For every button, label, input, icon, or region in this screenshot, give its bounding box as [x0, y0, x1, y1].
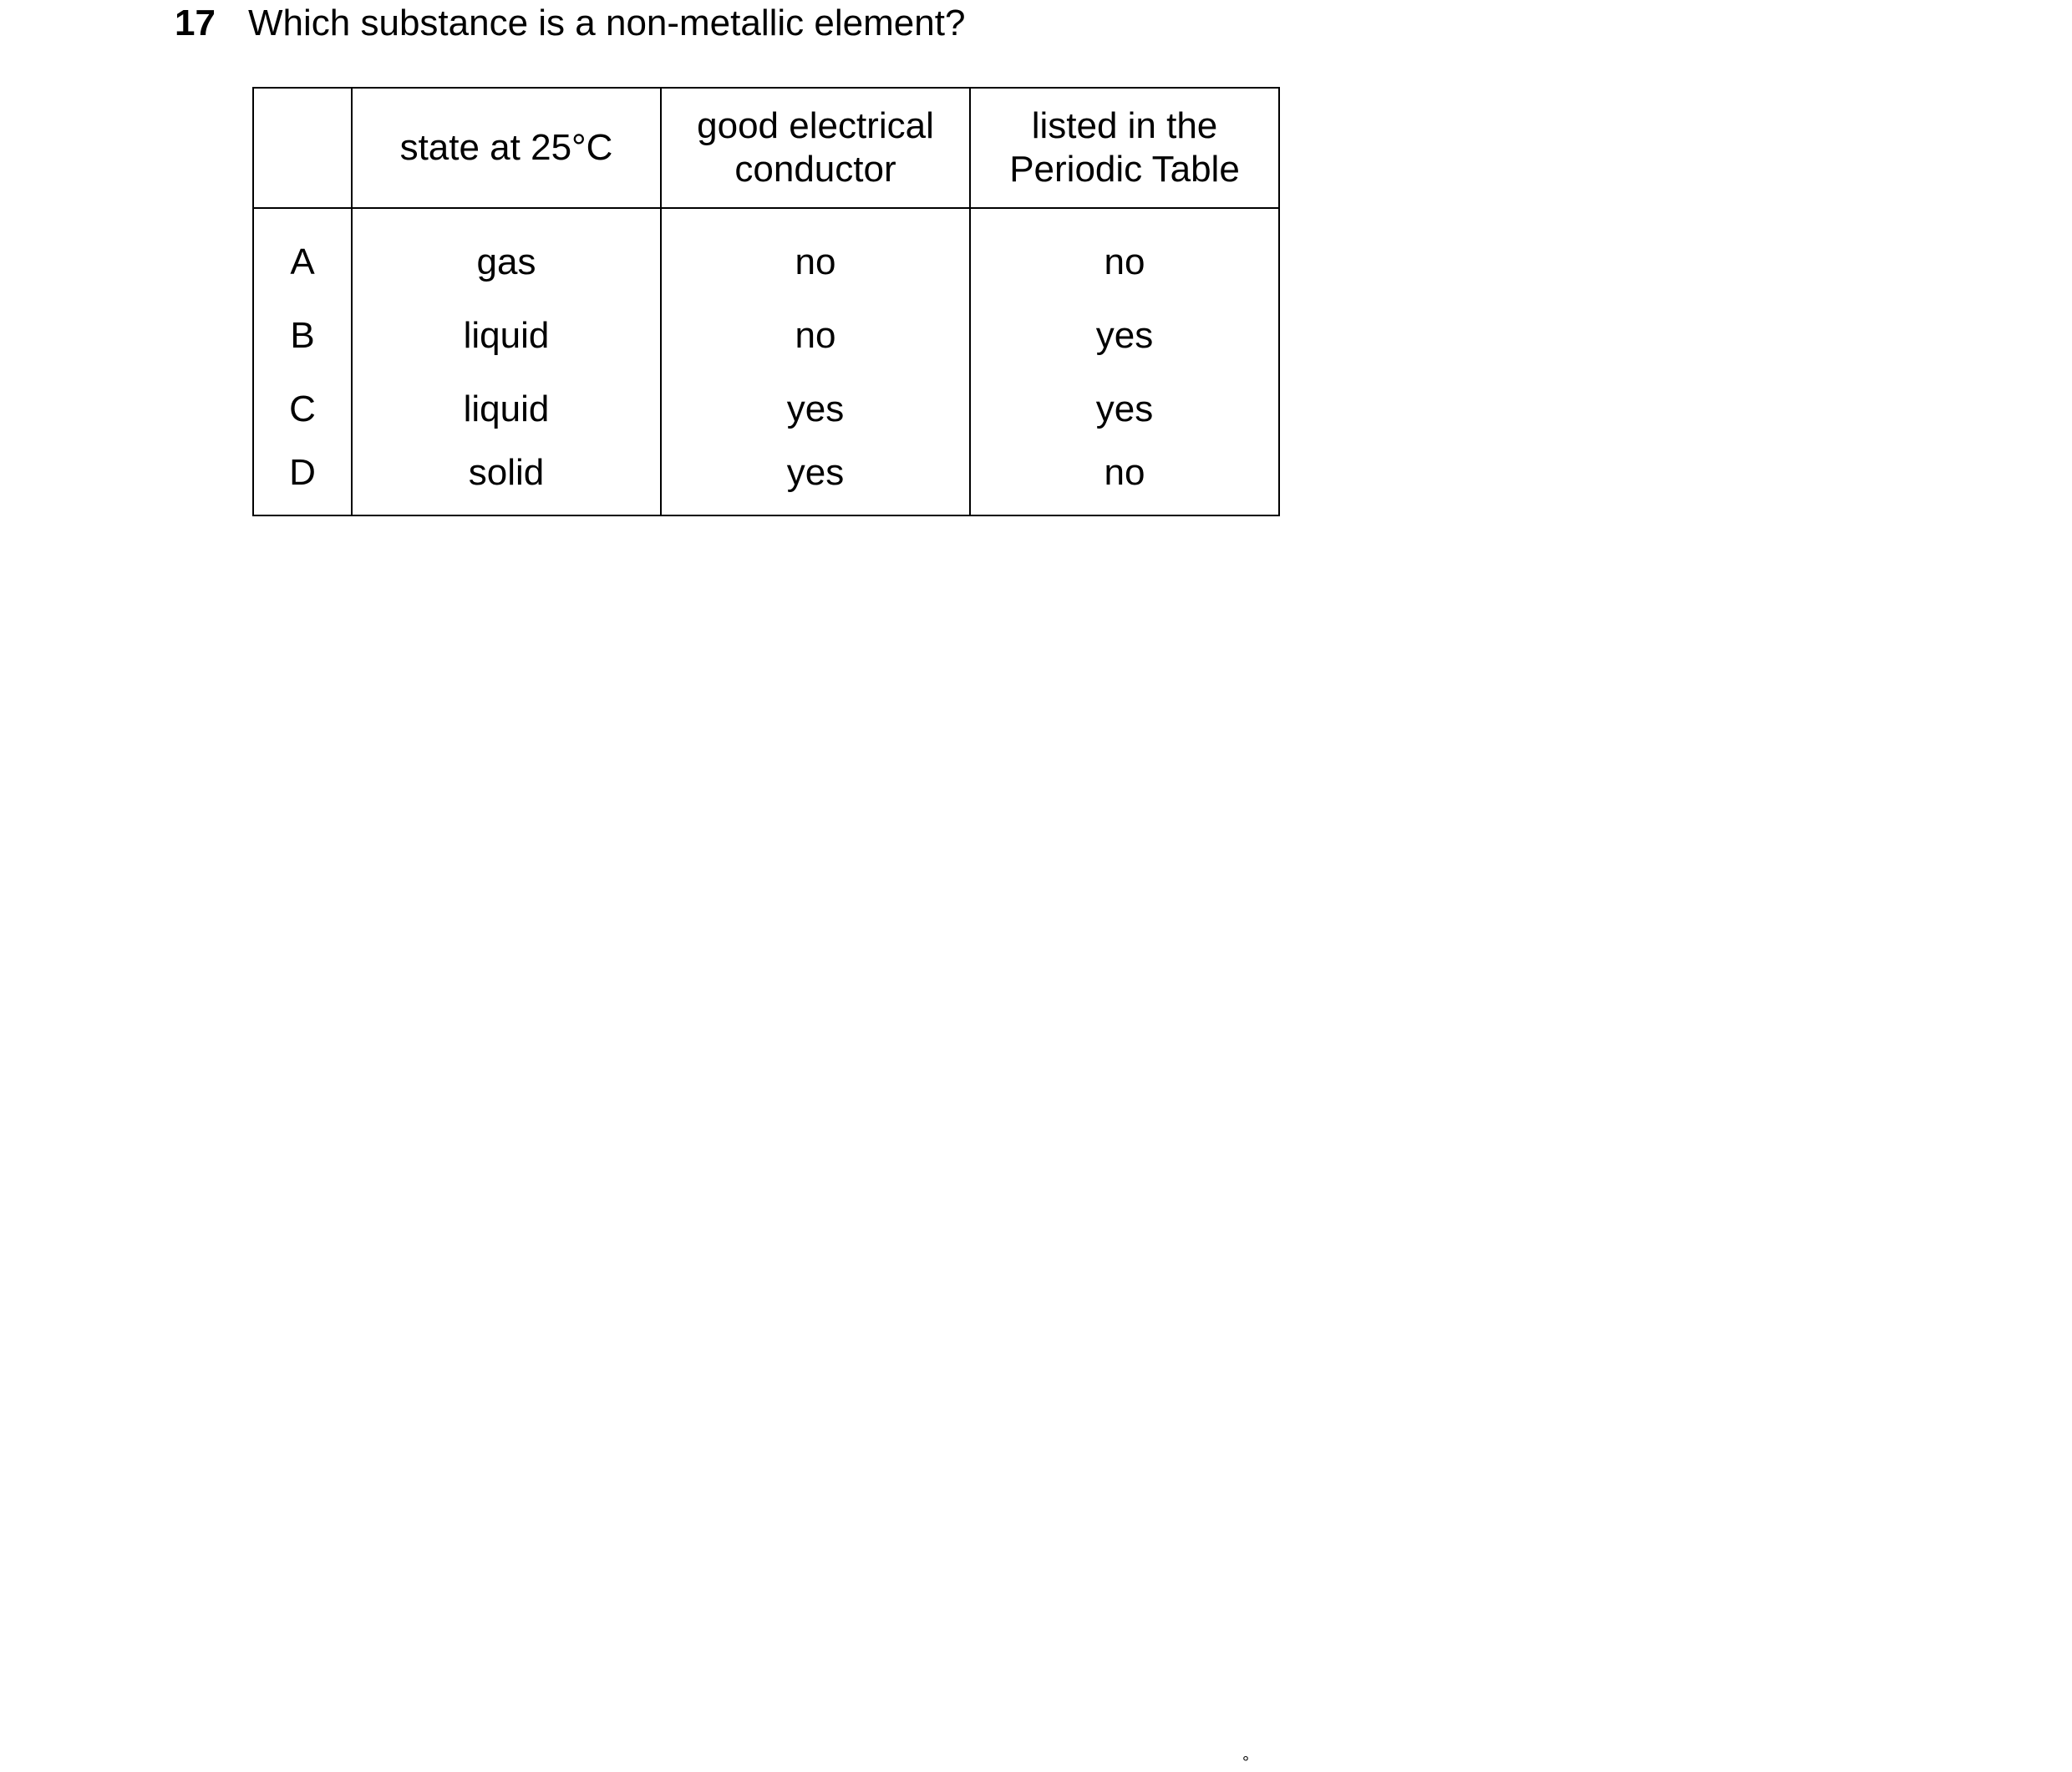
header-conductor	[661, 88, 970, 208]
table-header-row	[253, 88, 1279, 208]
conductor-cell: yes	[661, 446, 970, 515]
listed-cell: yes	[970, 373, 1279, 446]
conductor-cell: no	[661, 208, 970, 299]
question-text: Which substance is a non-metallic element?	[248, 3, 966, 43]
table-row	[253, 373, 1279, 446]
state-cell: gas	[352, 208, 661, 299]
option-letter: C	[253, 373, 352, 446]
header-empty-cell	[253, 88, 352, 208]
option-letter: A	[253, 208, 352, 299]
table-row	[253, 299, 1279, 373]
header-state	[352, 88, 661, 208]
state-cell: liquid	[352, 299, 661, 373]
header-listed	[970, 88, 1279, 208]
question-heading	[175, 0, 965, 47]
option-letter: D	[253, 446, 352, 515]
header-conductor-line-1: good electrical	[697, 105, 934, 146]
listed-cell: no	[970, 208, 1279, 299]
header-state-line-1: state at 25°C	[399, 127, 613, 168]
state-cell: solid	[352, 446, 661, 515]
question-number: 17	[175, 3, 216, 43]
header-listed-line-2: Periodic Table	[1009, 149, 1240, 190]
state-cell: liquid	[352, 373, 661, 446]
conductor-cell: no	[661, 299, 970, 373]
listed-cell: no	[970, 446, 1279, 515]
header-listed-line-1: listed in the	[1031, 105, 1218, 146]
page-footer-mark: °	[1242, 1754, 1249, 1772]
option-letter: B	[253, 299, 352, 373]
answer-options-table	[252, 87, 1280, 516]
table-row	[253, 208, 1279, 299]
table-row	[253, 446, 1279, 515]
conductor-cell: yes	[661, 373, 970, 446]
listed-cell: yes	[970, 299, 1279, 373]
header-conductor-line-2: conductor	[734, 149, 896, 190]
